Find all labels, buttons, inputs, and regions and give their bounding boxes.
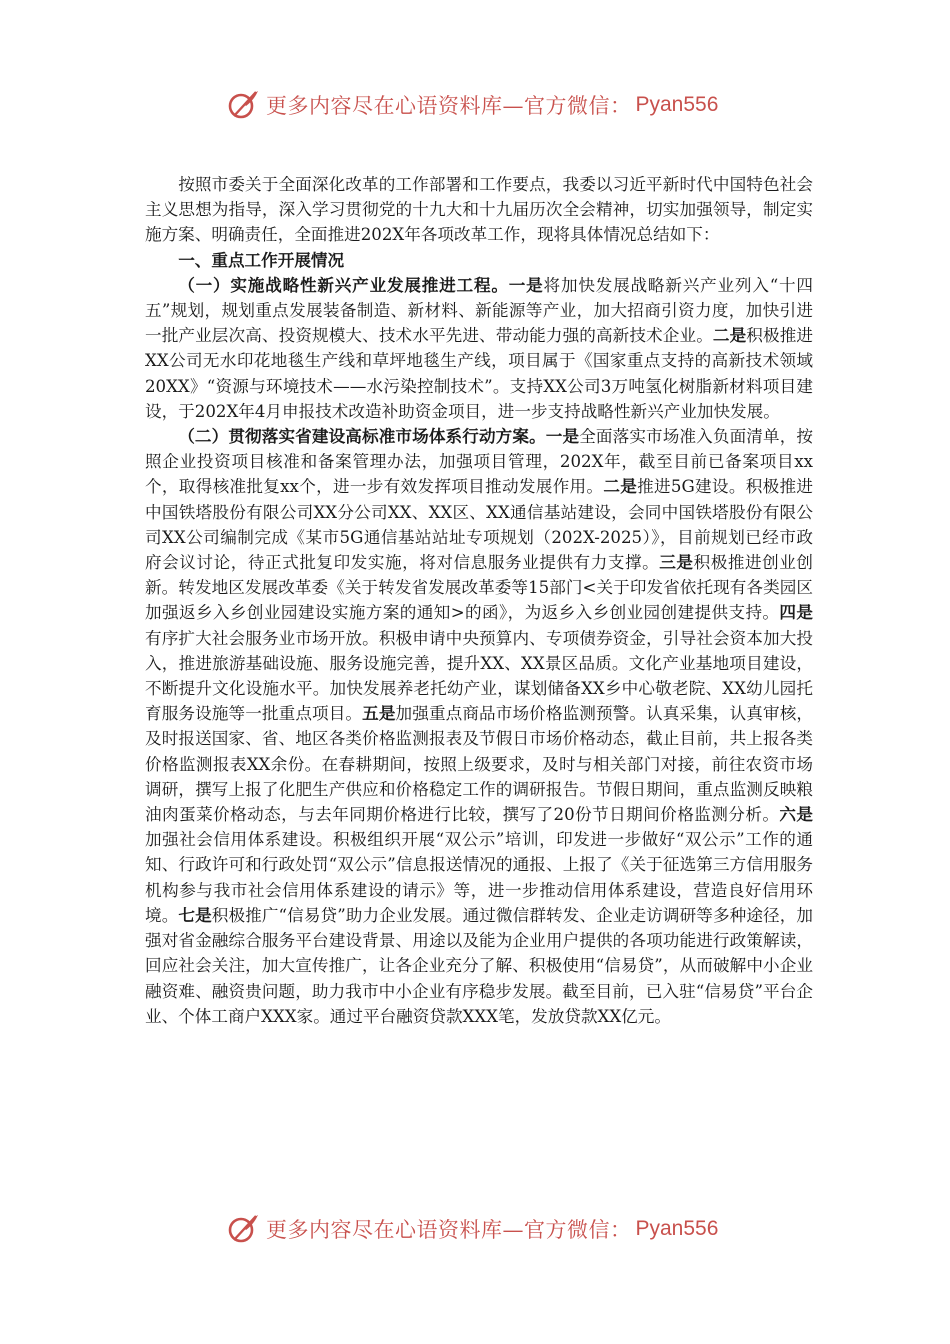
item-text: 积极推进XX公司无水印花地毯生产线和草坪地毯生产线，项目属于《国家重点支持的高新技术领域20XX》“资源与环境技术——水污染控制技术”。支持XX公司3万吨氢化树脂新材料项目建设，于202X年4月申报技术改造补助资金项目，进一步支持战略性新兴产业加快发展。 xyxy=(145,326,813,421)
item-label: 六是 xyxy=(779,804,813,825)
document-body xyxy=(145,172,813,1029)
item-text: 加强重点商品市场价格监测预警。认真采集，认真审核，及时报送国家、省、地区各类价格监测报表及节假日市场价格动态，截止目前，共上报各类价格监测报表XX余份。在春耕期间，按照上级要求，及时与相关部门对接，前往农资市场调研，撰写上报了化肥生产供应和价格稳定工作的调研报告。节假日期间，重点监测反映粮油肉蛋菜价格动态，与去年同期价格进行比较，撰写了20份节日期间价格监测分析。 xyxy=(145,704,814,825)
item-label: 三是 xyxy=(659,552,694,573)
header-banner xyxy=(226,82,746,128)
item-label: 二是 xyxy=(603,476,638,497)
item-text: 积极推进创业创新。转发地区发展改革委《关于转发省发展改革委等15部门<关于印发省依托现有各类园区加强返乡入乡创业园建设实施方案的通知>的函》，为返乡入乡创业园创建提供支持。 xyxy=(145,553,814,623)
item-label: 一是 xyxy=(545,426,580,447)
banner-text: 更多内容尽在心语资料库—官方微信： xyxy=(266,94,632,118)
quill-logo-icon xyxy=(226,1212,260,1246)
item-label: 四是 xyxy=(779,602,813,623)
banner-wechat-id: Pyan556 xyxy=(635,1217,719,1240)
item-text: 有序扩大社会服务业市场开放。积极申请中央预算内、专项债券资金，引导社会资本加大投入，推进旅游基础设施、服务设施完善，提升XX、XX景区品质。文化产业基地项目建设，不断提升文化设施水平。加快发展养老托幼产业，谋划储备XX乡中心敬老院、XX幼儿园托育服务设施等一批重点项目。 xyxy=(145,628,813,724)
item-text: 全面落实市场准入负面清单，按照企业投资项目核准和备案管理办法，加强项目管理，202X年，截至目前已备案项目xx个，取得核准批复xx个，进一步有效发挥项目推动发展作用。 xyxy=(145,427,814,497)
banner-text: 更多内容尽在心语资料库—官方微信： xyxy=(266,1218,632,1242)
item-label: 五是 xyxy=(362,703,396,724)
item-text: 推进5G建设。积极推进中国铁塔股份有限公司XX分公司XX、XX区、XX通信基站建设，会同中国铁塔股份有限公司XX公司编制完成《某市5G通信基站站址专项规划（202X-2025）》，目前规划已经市政府会议讨论，待正式批复印发实施，将对信息服务业提供有力支撑。 xyxy=(145,477,814,573)
quill-logo-icon xyxy=(226,88,260,122)
banner-wechat-id: Pyan556 xyxy=(635,93,719,116)
paragraph-2-heading: （二）贯彻落实省建设高标准市场体系行动方案。 xyxy=(178,426,546,447)
footer-banner xyxy=(226,1206,746,1252)
paragraph-1 xyxy=(145,273,813,424)
item-text: 加强社会信用体系建设。积极组织开展“双公示”培训，印发进一步做好“双公示”工作的通知、行政许可和行政处罚“双公示”信息报送情况的通报、上报了《关于征选第三方信用服务机构参与我市社会信用体系建设的请示》等，进一步推动信用体系建设，营造良好信用环境。 xyxy=(145,830,813,925)
paragraph-2 xyxy=(145,424,813,1029)
section-heading: 一、重点工作开展情况 xyxy=(178,249,345,270)
item-label: 二是 xyxy=(712,325,747,346)
intro-paragraph: 按照市委关于全面深化改革的工作部署和工作要点，我委以习近平新时代中国特色社会主义思想为指导，深入学习贯彻党的十九大和十九届历次全会精神，切实加强领导，制定实施方案、明确责任，全面推进202X年各项改革工作，现将具体情况总结如下： xyxy=(145,175,813,245)
item-label: 七是 xyxy=(178,904,212,925)
item-label: 一是 xyxy=(508,274,544,295)
item-text: 积极推广“信易贷”助力企业发展。通过微信群转发、企业走访调研等多种途径，加强对省金融综合服务平台建设背景、用途以及能为企业用户提供的各项功能进行政策解读，回应社会关注，加大宣传推广，让各企业充分了解、积极使用“信易贷”，从而破解中小企业融资难、融资贵问题，助力我市中小企业有序稳步发展。截至目前，已入驻“信易贷”平台企业、个体工商户XXX家。通过平台融资贷款XXX笔，发放贷款XX亿元。 xyxy=(145,905,814,1026)
paragraph-1-heading: （一）实施战略性新兴产业发展推进工程。 xyxy=(178,274,509,295)
item-text: 将加快发展战略新兴产业列入“十四五”规划，规划重点发展装备制造、新材料、新能源等产业，加大招商引资力度，加快引进一批产业层次高、投资规模大、技术水平先进、带动能力强的高新技术企业。 xyxy=(145,275,813,346)
